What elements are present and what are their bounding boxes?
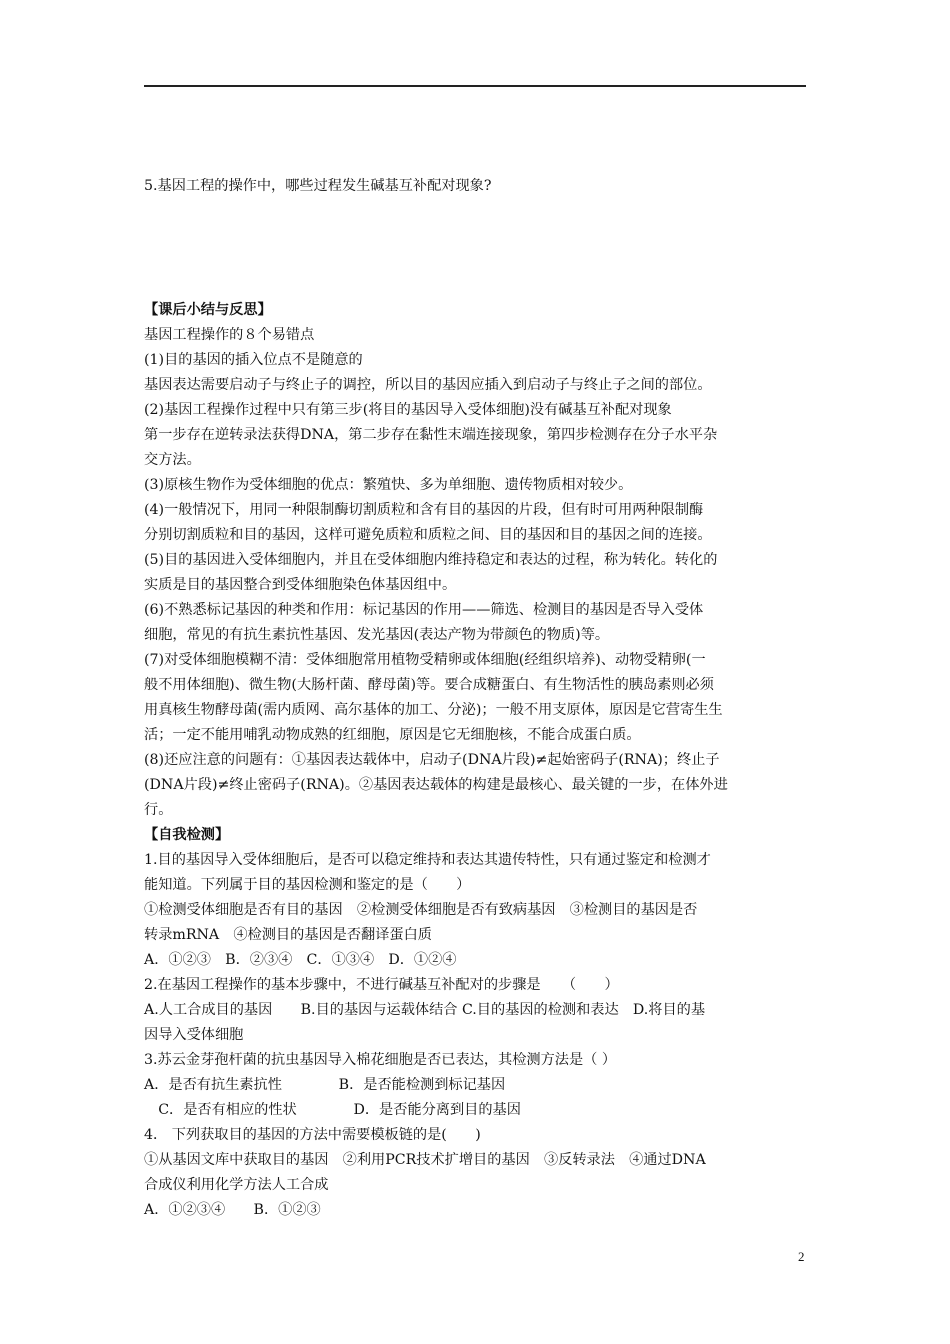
summary-line: (2)基因工程操作过程中只有第三步(将目的基因导入受体细胞)没有碱基互补配对现象 [144,402,672,418]
check-line: C．是否有相应的性状 D．是否能分离到目的基因 [144,1102,521,1118]
summary-line: 行。 [144,802,173,818]
summary-line: 基因工程操作的８个易错点 [144,327,315,343]
summary-line: 般不用体细胞)、微生物(大肠杆菌、酵母菌)等。要合成糖蛋白、有生物活性的胰岛素则必须 [144,677,714,693]
summary-line: 活；一定不能用哺乳动物成熟的红细胞，原因是它无细胞核，不能合成蛋白质。 [144,727,641,743]
check-line: A．①②③④ B．①②③ [144,1202,321,1218]
check-line: A．①②③ B．②③④ C．①③④ D．①②④ [144,952,457,968]
summary-line: 分别切割质粒和目的基因，这样可避免质粒和质粒之间、目的基因和目的基因之间的连接。 [144,527,712,543]
summary-line: 细胞，常见的有抗生素抗性基因、发光基因(表达产物为带颜色的物质)等。 [144,627,610,643]
check-line: 能知道。下列属于目的基因检测和鉴定的是（ ） [144,877,471,893]
check-line: 合成仪利用化学方法人工合成 [144,1177,329,1193]
check-line: 2.在基因工程操作的基本步骤中，不进行碱基互补配对的步骤是 （ ） [144,977,619,993]
summary-line: 交方法。 [144,452,201,468]
self-check-heading: 【自我检测】 [144,827,230,843]
header-rule [144,85,806,87]
summary-line: 用真核生物酵母菌(需内质网、高尔基体的加工、分泌)；一般不用支原体，原因是它营寄生生 [144,702,723,718]
summary-heading: 【课后小结与反思】 [144,302,272,318]
summary-line: 实质是目的基因整合到受体细胞染色体基因组中。 [144,577,457,593]
check-line: ①从基因文库中获取目的基因 ②利用PCR技术扩增目的基因 ③反转录法 ④通过DNA [144,1152,706,1168]
summary-line: 第一步存在逆转录法获得DNA，第二步存在黏性末端连接现象，第四步检测存在分子水平杂 [144,427,718,443]
check-line: 3.苏云金芽孢杆菌的抗虫基因导入棉花细胞是否已表达，其检测方法是（ ） [144,1052,617,1068]
check-line: A.人工合成目的基因 B.目的基因与运载体结合 C.目的基因的检测和表达 D.将目的基 [144,1002,706,1018]
check-line: 4． 下列获取目的基因的方法中需要模板链的是( ) [144,1127,481,1143]
summary-line: (5)目的基因进入受体细胞内，并且在受体细胞内维持稳定和表达的过程，称为转化。转化的 [144,552,718,568]
summary-line: 基因表达需要启动子与终止子的调控，所以目的基因应插入到启动子与终止子之间的部位。 [144,377,712,393]
summary-line: (3)原核生物作为受体细胞的优点：繁殖快、多为单细胞、遗传物质相对较少。 [144,477,633,493]
summary-line: (1)目的基因的插入位点不是随意的 [144,352,363,368]
question-5: 5.基因工程的操作中，哪些过程发生碱基互补配对现象? [144,178,492,194]
summary-line: (7)对受体细胞模糊不清：受体细胞常用植物受精卵或体细胞(经组织培养)、动物受精卵(一 [144,652,706,668]
summary-line: (DNA片段)≠终止密码子(RNA)。②基因表达载体的构建是最核心、最关键的一步，在体外进 [144,777,728,793]
summary-line: (4)一般情况下，用同一种限制酶切割质粒和含有目的基因的片段，但有时可用两种限制酶 [144,502,704,518]
check-line: 1.目的基因导入受体细胞后，是否可以稳定维持和表达其遗传特性，只有通过鉴定和检测才 [144,852,711,868]
summary-line: (6)不熟悉标记基因的种类和作用：标记基因的作用——筛选、检测目的基因是否导入受体 [144,602,704,618]
check-line: ①检测受体细胞是否有目的基因 ②检测受体细胞是否有致病基因 ③检测目的基因是否 [144,902,698,918]
check-line: 转录mRNA ④检测目的基因是否翻译蛋白质 [144,927,432,943]
summary-line: (8)还应注意的问题有：①基因表达载体中，启动子(DNA片段)≠起始密码子(RNA)；终止子 [144,752,720,768]
check-line: 因导入受体细胞 [144,1027,244,1043]
check-line: A．是否有抗生素抗性 B．是否能检测到标记基因 [144,1077,506,1093]
page-number: 2 [798,1249,805,1264]
